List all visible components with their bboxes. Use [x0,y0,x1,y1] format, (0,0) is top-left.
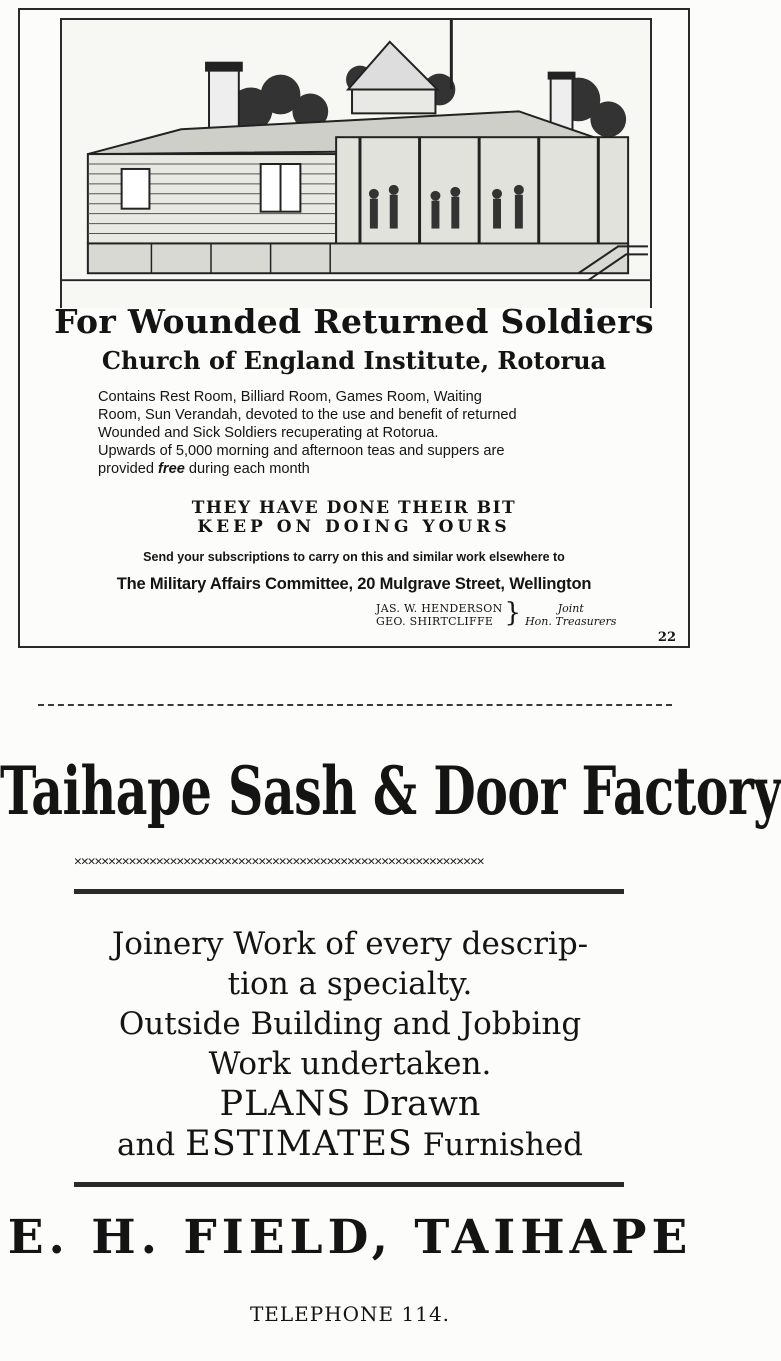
drawn-word: Drawn [351,1084,481,1124]
committee-address: The Military Affairs Committee, 20 Mulgrave Street, Wellington [116,575,592,593]
treasurer-role [525,602,616,628]
proprietor-name: E. H. FIELD, TAIHAPE [7,1210,693,1265]
horizontal-rule [74,1182,624,1187]
description-line: Wounded and Sick Soldiers recuperating at Rotorua. [98,425,439,441]
treasurer-name: GEO. SHIRTCLIFFE [376,615,494,628]
telephone-number: TELEPHONE 114. [249,1302,451,1326]
estimates-word: ESTIMATES [185,1124,413,1164]
role-joint: Joint [557,602,584,615]
send-subscriptions-line: Send your subscriptions to carry on this and similar work elsewhere to [143,550,565,564]
description-text: during each month [184,461,310,477]
role-hon-treasurers: Hon. Treasurers [525,615,617,628]
treasurers-block [376,598,617,628]
furnished-word: Furnished [412,1127,584,1163]
service-line: tion a specialty. [227,966,473,1002]
service-line: Work undertaken. [208,1046,492,1082]
plans-word: PLANS [219,1084,352,1124]
decorative-cross-border: ✕✕✕✕✕✕✕✕✕✕✕✕✕✕✕✕✕✕✕✕✕✕✕✕✕✕✕✕✕✕✕✕✕✕✕✕✕✕✕✕✕✕✕✕✕✕✕✕✕✕✕✕✕✕✕✕✕✕✕✕ [74,854,484,869]
plans-line [0,1084,700,1124]
and-word: and [116,1127,186,1163]
horizontal-rule [74,889,624,894]
treasurer-name: JAS. W. HENDERSON [376,602,503,615]
estimates-line [0,1124,700,1165]
subheadline: Church of England Institute, Rotorua [101,346,607,375]
ad-number: 22 [657,630,676,645]
soldiers-advertisement [18,8,690,648]
institute-building-illustration [62,20,650,308]
dashed-divider [38,704,672,706]
description-text: provided [98,461,159,477]
description-line: Upwards of 5,000 morning and afternoon teas and suppers are [98,443,505,459]
services-text [0,924,700,1165]
description-paragraph [98,388,638,478]
slogan-line-1: THEY HAVE DONE THEIR BIT [191,498,517,518]
description-line: Contains Rest Room, Billiard Room, Games Room, Waiting [98,389,482,405]
institute-illustration-frame [60,18,652,308]
description-line: Room, Sun Verandah, devoted to the use and benefit of returned [98,407,517,423]
free-emphasis: free [158,461,185,477]
description-line [98,460,638,478]
factory-title: Taihape Sash & Door Factory [0,752,781,831]
slogan-line-2: KEEP ON DOING YOURS [197,517,511,537]
brace-symbol: } [504,598,522,628]
service-line: Outside Building and Jobbing [118,1006,582,1042]
service-line: Joinery Work of every descrip- [111,926,589,962]
headline: For Wounded Returned Soldiers [54,302,654,341]
treasurer-names [376,602,503,628]
